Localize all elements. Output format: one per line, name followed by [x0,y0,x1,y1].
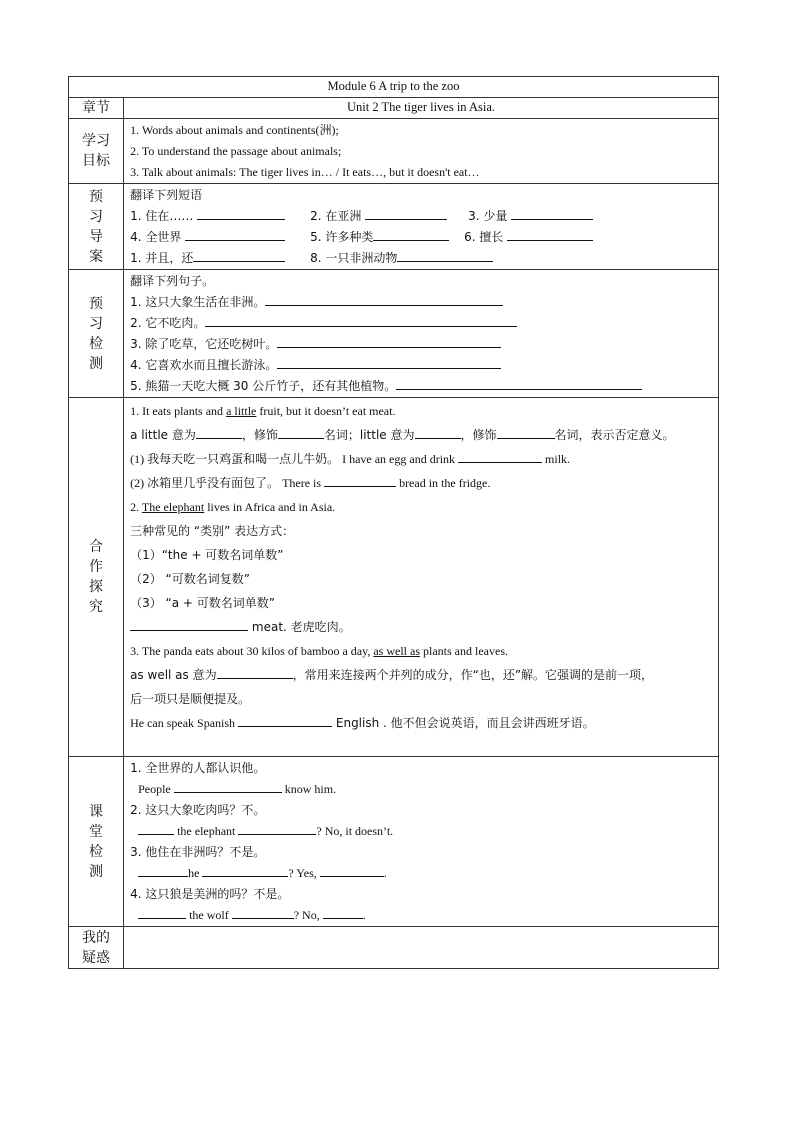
phrase-label: 2. 在亚洲 [310,209,362,223]
phrase-label: 4. 全世界 [130,230,182,244]
answer-blank[interactable] [130,618,248,631]
answer-blank[interactable] [238,822,316,835]
module-row [69,77,719,98]
phrase-blank[interactable] [507,228,593,241]
answer-blank[interactable] [277,356,501,369]
sentence-item: 2. 它不吃肉。 [124,313,718,334]
objective-item: 3. Talk about animals: The tiger lives in… / It eats…, but it doesn't eat… [130,165,480,179]
objectives-row [69,119,719,184]
cooperation-line: (2) 冰箱里几乎没有面包了。 There is bread in the fridge. [130,476,491,490]
preview-guide-instruction: 翻译下列短语 [130,188,203,202]
question-line: 4. 这只狼是美洲的吗？不是。 [130,887,290,901]
cooperation-line: a little 意为 ，修饰 名词；little 意为 ，修饰 名词，表示否定意义。 [130,428,675,442]
cooperation-label: 合作探究 [69,398,124,757]
phrase-blank[interactable] [373,228,449,241]
cooperation-line: 3. The panda eats about 30 kilos of bamboo a day, as well as plants and leaves. [130,644,508,658]
phrase-blank[interactable] [197,207,285,220]
questions-label-top: 我的 [82,929,111,946]
answer-blank[interactable] [323,906,363,919]
cooperation-line: as well as 意为 ，常用来连接两个并列的成分，作“也，还”解。它强调的是前一项， [130,668,654,682]
answer-blank[interactable] [497,426,555,439]
phrase-blank[interactable] [365,207,447,220]
cooperation-line: (1) 我每天吃一只鸡蛋和喝一点儿牛奶。 I have an egg and drink milk. [130,452,571,466]
sentence-item: 3. 除了吃草，它还吃树叶。 [124,334,718,355]
sentence-item: 4. 它喜欢水而且擅长游泳。 [124,355,718,376]
cooperation-line: （2） “可数名词复数” [130,572,250,586]
unit-title: Unit 2 The tiger lives in Asia. [124,98,719,119]
answer-line: People know him. [138,782,337,796]
phrase-label: 8. 一只非洲动物 [310,251,398,265]
preview-check-label: 预习检测 [69,270,124,398]
answer-line: he ? Yes, . [124,863,718,884]
chapter-row [69,98,719,119]
worksheet-table [68,76,719,969]
cooperation-line: （3） “a + 可数名词单数” [130,596,275,610]
answer-blank[interactable] [278,426,324,439]
answer-blank[interactable] [238,714,332,727]
answer-blank[interactable] [232,906,294,919]
chapter-label: 章节 [69,98,124,119]
phrase-label: 1. 住在…… [130,209,194,223]
answer-blank[interactable] [138,906,186,919]
preview-check-instruction: 翻译下列句子。 [130,274,215,288]
sentence-item: 5. 熊猫一天吃大概 30 公斤竹子，还有其他植物。 [124,376,718,397]
answer-blank[interactable] [320,864,384,877]
answer-blank[interactable] [138,864,188,877]
question-line: 3. 他住在非洲吗？不是。 [130,845,266,859]
cooperation-line: 三种常见的 “类别” 表达方式： [130,524,295,538]
question-line: 1. 全世界的人都认识他。 [130,761,266,775]
answer-line: the elephant ? No, it doesn’t. [124,821,718,842]
preview-guide-label: 预习导案 [69,184,124,270]
answer-blank[interactable] [458,450,542,463]
answer-blank[interactable] [277,335,501,348]
phrase-blank[interactable] [193,249,285,262]
answer-blank[interactable] [174,780,282,793]
objectives-label-top: 学习 [82,133,111,149]
preview-guide-content [124,184,719,270]
cooperation-line: （1）“the + 可数名词单数” [130,548,284,562]
phrase-label: 1. 并且，还 [130,251,194,265]
answer-blank[interactable] [396,377,642,390]
question-line: 2. 这只大象吃肉吗？不。 [130,803,266,817]
sentence-item: 1. 这只大象生活在非洲。 [124,292,718,313]
class-check-row [69,757,719,927]
answer-blank[interactable] [415,426,461,439]
phrase-label: 6. 擅长 [464,230,504,244]
questions-input-area[interactable] [124,927,719,969]
cooperation-line: 2. The elephant lives in Africa and in Asia. [130,500,336,514]
questions-label [69,927,124,969]
preview-guide-row [69,184,719,270]
cooperation-line: 后一项只是顺便提及。 [130,692,251,706]
questions-label-bottom: 疑惑 [82,949,111,966]
objectives-label [69,119,124,184]
cooperation-row [69,398,719,757]
cooperation-line: 1. It eats plants and a little fruit, but it doesn’t eat meat. [130,404,396,418]
class-check-label: 课堂检测 [69,757,124,927]
objective-item: 2. To understand the passage about animals; [130,144,342,158]
phrase-row [124,227,718,248]
phrase-label: 5. 许多种类 [310,230,374,244]
class-check-content [124,757,719,927]
questions-row [69,927,719,969]
preview-check-row [69,270,719,398]
answer-blank[interactable] [138,822,174,835]
phrase-row [124,206,718,227]
answer-blank[interactable] [205,314,517,327]
answer-blank[interactable] [265,293,503,306]
cooperation-line: He can speak Spanish English . 他不但会说英语，而且会讲西班牙语。 [130,716,595,730]
answer-blank[interactable] [196,426,242,439]
answer-blank[interactable] [217,666,293,679]
answer-blank[interactable] [202,864,288,877]
phrase-blank[interactable] [397,249,493,262]
answer-line: the wolf ? No, . [124,905,718,926]
cooperation-content [124,398,719,757]
phrase-blank[interactable] [511,207,593,220]
phrase-label: 3. 少量 [468,209,508,223]
cooperation-line: meat. 老虎吃肉。 [124,615,718,639]
objectives-content [124,119,719,184]
module-title: Module 6 A trip to the zoo [69,77,719,98]
phrase-blank[interactable] [185,228,285,241]
answer-blank[interactable] [324,474,396,487]
phrase-row [124,248,718,269]
preview-check-content [124,270,719,398]
objective-item: 1. Words about animals and continents(洲); [130,123,339,137]
objectives-label-bottom: 目标 [82,153,111,169]
